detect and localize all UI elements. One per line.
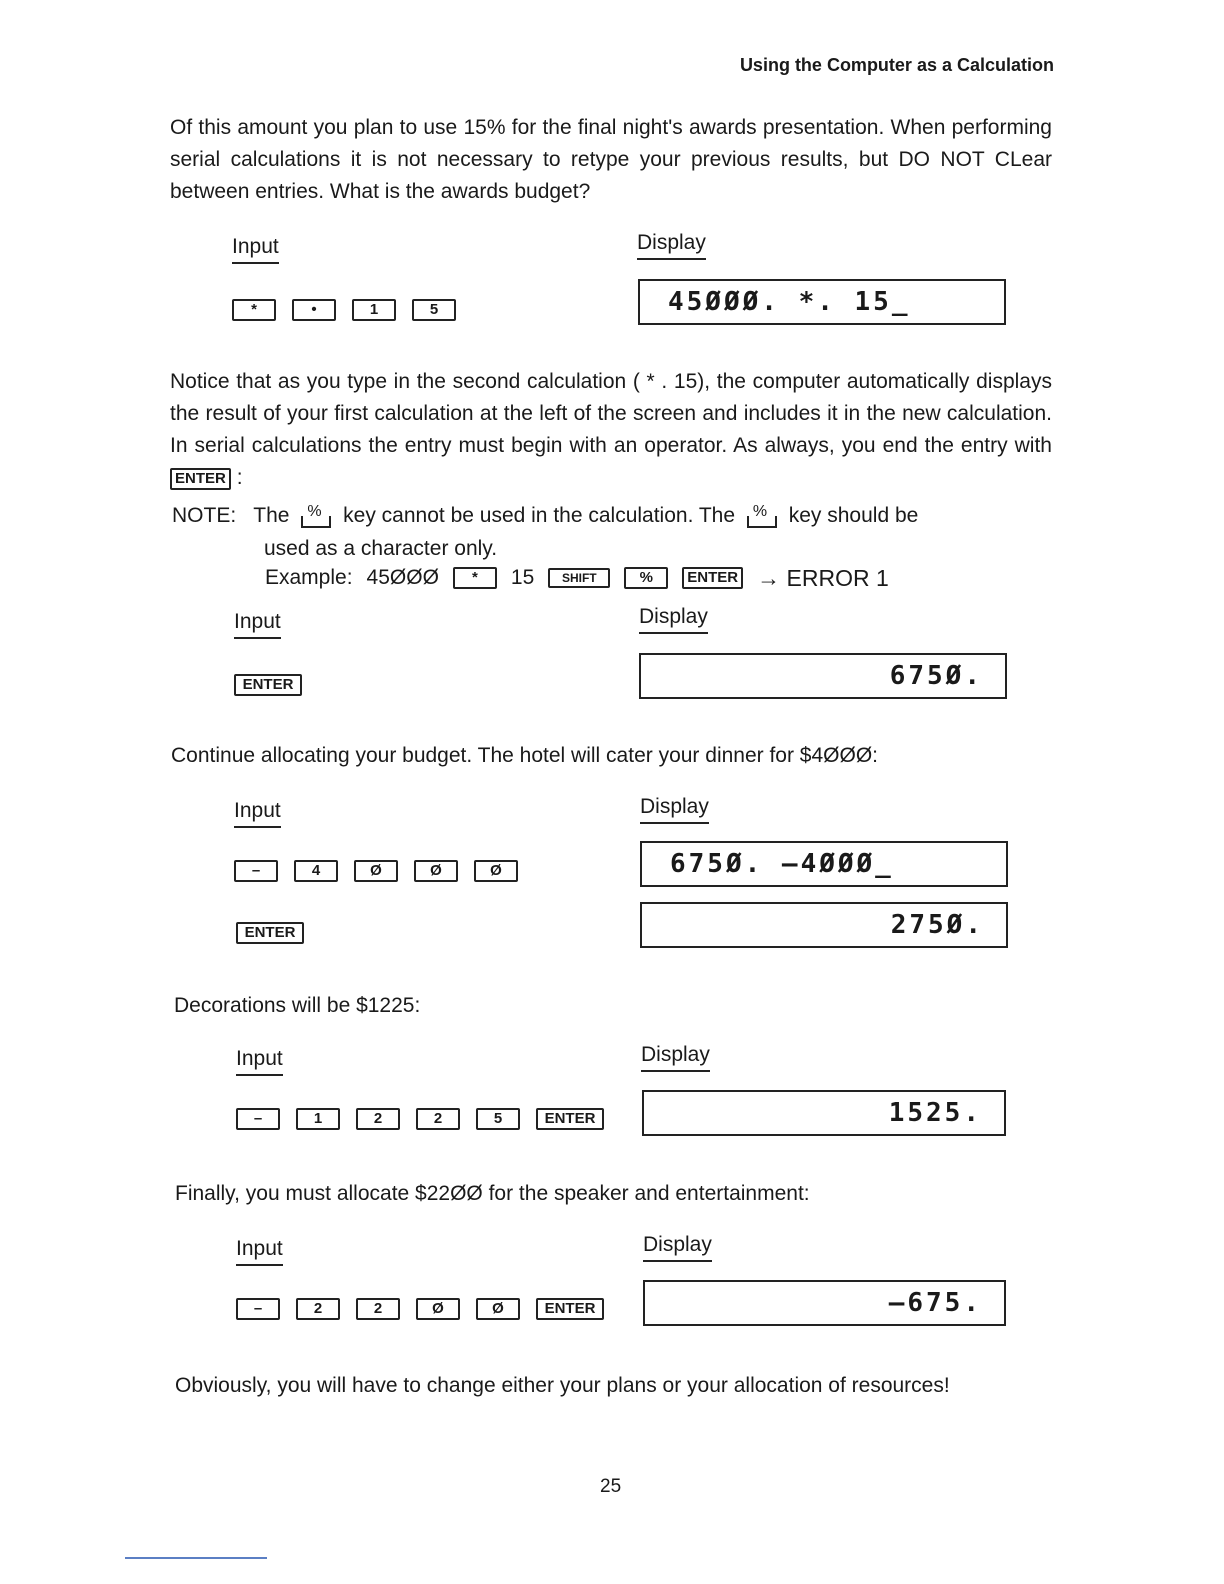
calculator-display: 45ØØØ. *. 15_: [638, 279, 1006, 325]
note-text: The: [253, 504, 290, 527]
note-line2: used as a character only.: [264, 537, 498, 560]
display-label: Display: [637, 230, 706, 260]
input-keys: [234, 860, 518, 882]
decorations-paragraph: Decorations will be $1225:: [174, 994, 421, 1017]
digit-key: Ø: [414, 860, 458, 882]
example-result: → ERROR 1: [757, 565, 889, 591]
enter-key: ENTER: [234, 674, 302, 696]
example-number: 45ØØØ: [366, 566, 439, 589]
notice-colon: :: [236, 466, 243, 489]
multiply-key: *: [453, 567, 497, 589]
finally-paragraph: Finally, you must allocate $22ØØ for the speaker and entertainment:: [175, 1182, 810, 1205]
digit-key: 2: [296, 1298, 340, 1320]
input-keys: [236, 922, 304, 944]
digit-key: 2: [416, 1108, 460, 1130]
minus-key: –: [234, 860, 278, 882]
note-text: key should be: [788, 504, 919, 527]
input-label: Input: [232, 234, 279, 264]
enter-key: ENTER: [536, 1298, 604, 1320]
calculator-display: 675Ø.: [639, 653, 1007, 699]
notice-text: Notice that as you type in the second calculation ( * . 15), the computer automatically displays the result of your first calculation at the left of the screen and includes it in the new calculation. In serial calculations the entry must begin with an operator. As always, you end the entry with: [170, 370, 1052, 457]
percent-key: %: [624, 567, 668, 589]
notice-paragraph: [170, 366, 1052, 494]
percent-key-icon: [747, 503, 777, 528]
input-keys: [234, 674, 302, 696]
input-label: Input: [234, 609, 281, 639]
note-example: [265, 562, 889, 594]
display-label: Display: [640, 794, 709, 824]
running-header: Using the Computer as a Calculation: [739, 55, 1054, 75]
decimal-key: •: [292, 299, 336, 321]
footer-rule: [125, 1557, 267, 1559]
input-keys: [236, 1108, 604, 1130]
input-label: Input: [236, 1046, 283, 1076]
example-number: 15: [510, 566, 535, 589]
note-line1: [172, 500, 918, 532]
continue-paragraph: Continue allocating your budget. The hotel will cater your dinner for $4ØØØ:: [171, 744, 879, 767]
digit-key: 4: [294, 860, 338, 882]
percent-key-icon: [301, 503, 331, 528]
enter-key: ENTER: [236, 922, 304, 944]
input-keys: [232, 299, 456, 321]
minus-key: –: [236, 1108, 280, 1130]
minus-key: –: [236, 1298, 280, 1320]
digit-key: 1: [352, 299, 396, 321]
digit-key: 1: [296, 1108, 340, 1130]
display-label: Display: [643, 1232, 712, 1262]
percent-symbol: %: [752, 503, 768, 520]
enter-key: ENTER: [170, 468, 231, 490]
input-label: Input: [234, 798, 281, 828]
multiply-key: *: [232, 299, 276, 321]
display-label: Display: [639, 604, 708, 634]
display-label: Display: [641, 1042, 710, 1072]
input-label: Input: [236, 1236, 283, 1266]
page-number: 25: [600, 1476, 622, 1497]
note-text: key cannot be used in the calculation. The: [343, 504, 736, 527]
conclusion-paragraph: Obviously, you will have to change either your plans or your allocation of resources!: [175, 1374, 950, 1397]
digit-key: Ø: [476, 1298, 520, 1320]
digit-key: 5: [412, 299, 456, 321]
note-prefix: NOTE:: [172, 504, 237, 527]
enter-key: ENTER: [682, 567, 743, 589]
calculator-display: –675.: [643, 1280, 1006, 1326]
digit-key: Ø: [416, 1298, 460, 1320]
calculator-display: 1525.: [642, 1090, 1006, 1136]
input-keys: [236, 1298, 604, 1320]
calculator-display: 275Ø.: [640, 902, 1008, 948]
digit-key: 5: [476, 1108, 520, 1130]
digit-key: 2: [356, 1298, 400, 1320]
digit-key: 2: [356, 1108, 400, 1130]
calculator-display: 675Ø. –4ØØØ_: [640, 841, 1008, 887]
intro-paragraph: Of this amount you plan to use 15% for the final night's awards presentation. When performing serial calculations it is not necessary to retype your previous results, but DO NOT CLear between entries. What is the awards budget?: [170, 116, 1052, 203]
digit-key: Ø: [354, 860, 398, 882]
digit-key: Ø: [474, 860, 518, 882]
example-label: Example:: [265, 566, 353, 589]
shift-key: SHIFT: [548, 568, 610, 588]
enter-key: ENTER: [536, 1108, 604, 1130]
percent-symbol: %: [307, 503, 322, 520]
